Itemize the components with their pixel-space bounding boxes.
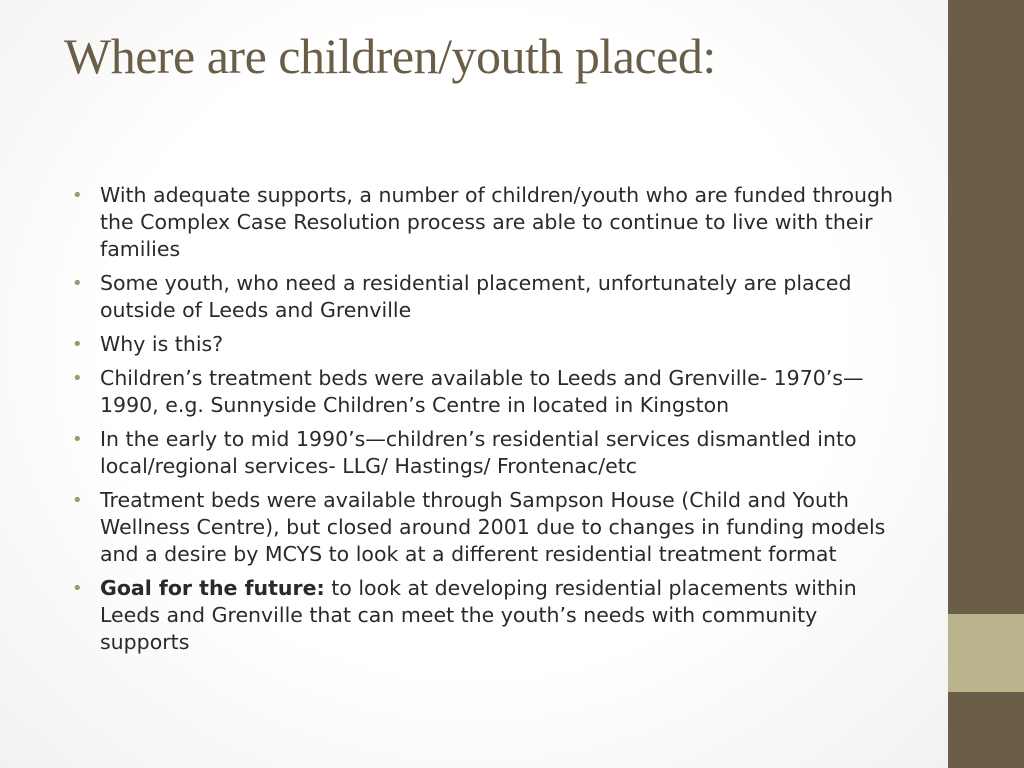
slide-title: Where are children/youth placed: [64, 28, 716, 84]
bullet-text: In the early to mid 1990’s—children’s residential services dismantled into local/regional services- LLG/ Hastings/ Frontenac/etc [100, 427, 857, 478]
bullet-item [72, 331, 912, 358]
bullet-dot-icon: • [72, 334, 83, 355]
bullet-text: to look at developing residential placements within Leeds and Grenville that can meet the youth’s needs with community supports [100, 576, 857, 654]
sidebar-band-bottom [948, 692, 1024, 768]
bullet-dot-icon: • [72, 273, 83, 294]
bullet-dot-icon: • [72, 368, 83, 389]
bullet-dot-icon: • [72, 490, 83, 511]
bullet-item-goal [72, 575, 912, 656]
bullet-dot-icon: • [72, 578, 83, 599]
bullet-item [72, 426, 912, 480]
bullet-text: Children’s treatment beds were available to Leeds and Grenville- 1970’s—1990, e.g. Sunnyside Children’s Centre in located in Kingston [100, 366, 864, 417]
bullet-text: Why is this? [100, 332, 224, 356]
bullet-item [72, 487, 912, 568]
sidebar-band-top [948, 0, 1024, 614]
bullet-item [72, 270, 912, 324]
bullet-text: Some youth, who need a residential placement, unfortunately are placed outside of Leeds and Grenville [100, 271, 852, 322]
bullet-dot-icon: • [72, 185, 83, 206]
bullet-item [72, 365, 912, 419]
sidebar-accent-block [948, 614, 1024, 692]
bullet-text: With adequate supports, a number of children/youth who are funded through the Complex Case Resolution process are able to continue to live with their families [100, 183, 894, 261]
bullet-text: Treatment beds were available through Sampson House (Child and Youth Wellness Centre), but closed around 2001 due to changes in funding models and a desire by MCYS to look at a different residential treatment format [100, 488, 886, 566]
bullet-list [72, 182, 912, 663]
bullet-item [72, 182, 912, 263]
goal-lead-text: Goal for the future: [100, 576, 325, 600]
bullet-dot-icon: • [72, 429, 83, 450]
